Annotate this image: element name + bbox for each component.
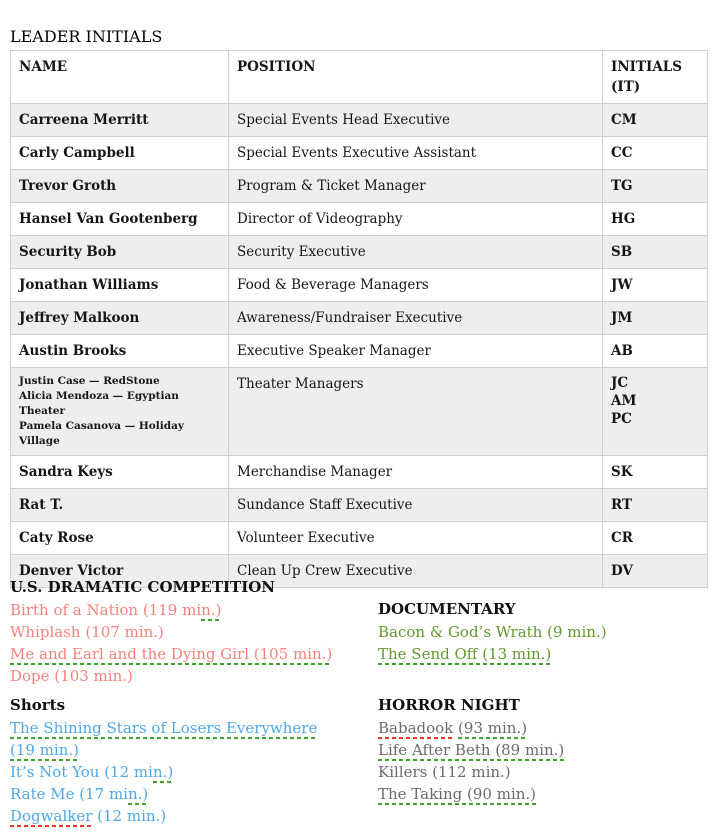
table-row (11, 456, 708, 489)
table-row (11, 302, 708, 335)
spellcheck-flagged-text: Dogwalker (10, 807, 93, 825)
initials-cell: AB (603, 335, 708, 368)
initials-cell: HG (603, 203, 708, 236)
film-item (378, 643, 710, 665)
table-row (11, 236, 708, 269)
leader-initials-table (10, 50, 708, 588)
initials-cell: SK (603, 456, 708, 489)
position-cell: Volunteer Executive (229, 522, 603, 555)
position-cell: Merchandise Manager (229, 456, 603, 489)
film-item (10, 665, 372, 687)
film-item (10, 599, 372, 621)
spellcheck-flagged-text: n.) (201, 601, 222, 619)
spellcheck-flagged-text: Life After Beth (89 min.) (378, 741, 565, 759)
spellcheck-flagged-text: The Taking (90 min.) (378, 785, 537, 803)
name-cell: Trevor Groth (11, 170, 229, 203)
name-cell: Jeffrey Malkoon (11, 302, 229, 335)
name-cell: Jonathan Williams (11, 269, 229, 302)
film-item (378, 739, 710, 761)
position-cell: Clean Up Crew Executive (229, 555, 603, 588)
name-cell: Sandra Keys (11, 456, 229, 489)
film-text: Bacon & God’s Wrath (9 min.) (378, 623, 607, 641)
position-cell: Program & Ticket Manager (229, 170, 603, 203)
section-documentary (378, 599, 710, 665)
column-header-position: POSITION (229, 51, 603, 104)
table-row (11, 489, 708, 522)
position-cell: Sundance Staff Executive (229, 489, 603, 522)
name-cell: Rat T. (11, 489, 229, 522)
initials-cell: RT (603, 489, 708, 522)
film-item (378, 783, 710, 805)
film-item (10, 621, 372, 643)
leader-table-body (11, 104, 708, 588)
film-item (378, 717, 710, 739)
section-heading: U.S. DRAMATIC COMPETITION (10, 578, 275, 596)
name-cell (11, 368, 229, 456)
spellcheck-flagged-text: Me and Earl and the Dying Girl (105 min.) (10, 645, 333, 663)
position-cell: Awareness/Fundraiser Executive (229, 302, 603, 335)
initials-cell: JM (603, 302, 708, 335)
initials-cell: CR (603, 522, 708, 555)
film-text: It’s Not You (12 mi (10, 763, 153, 781)
table-header-row (11, 51, 708, 104)
name-cell: Carreena Merritt (11, 104, 229, 137)
film-item (10, 783, 372, 805)
name-cell: Caty Rose (11, 522, 229, 555)
spellcheck-flagged-text: (19 min.) (10, 741, 80, 759)
table-row (11, 203, 708, 236)
spellcheck-flagged-text: n.) (152, 763, 174, 781)
position-cell: Special Events Executive Assistant (229, 137, 603, 170)
name-cell: Austin Brooks (11, 335, 229, 368)
table-row (11, 104, 708, 137)
film-list (378, 717, 710, 805)
name-cell: Security Bob (11, 236, 229, 269)
theater-manager-line: Alicia Mendoza — Egyptian Theater (19, 390, 179, 417)
position-cell: Director of Videography (229, 203, 603, 236)
table-row (11, 335, 708, 368)
position-cell: Theater Managers (229, 368, 603, 456)
name-cell: Carly Campbell (11, 137, 229, 170)
initials-cell: SB (603, 236, 708, 269)
film-text: (12 min.) (92, 807, 167, 825)
table-row (11, 269, 708, 302)
section-us-dramatic-competition (10, 577, 372, 687)
initials-cell: DV (603, 555, 708, 588)
initials-cell: CC (603, 137, 708, 170)
table-row (11, 368, 708, 456)
section-heading: Shorts (10, 696, 66, 714)
film-text: Whiplash (107 min.) (10, 623, 164, 641)
film-item (378, 621, 710, 643)
spellcheck-flagged-text: The Shining Stars of Losers Everywhere (10, 719, 318, 737)
theater-manager-line: Justin Case — RedStone (19, 375, 160, 387)
spellcheck-flagged-text: (93 min.) (458, 719, 528, 737)
spellcheck-flagged-text: The Send Off (13 min.) (378, 645, 552, 663)
spellcheck-flagged-text: n.) (128, 785, 149, 803)
film-list (378, 621, 710, 665)
position-cell: Executive Speaker Manager (229, 335, 603, 368)
initials-line: PC (611, 411, 632, 427)
column-header-initials-line1: INITIALS (611, 59, 683, 75)
initials-cell: JW (603, 269, 708, 302)
table-row (11, 170, 708, 203)
film-item (10, 643, 372, 665)
initials-line: JC (611, 375, 629, 391)
film-text: Dope (103 min.) (10, 667, 133, 685)
column-header-name: NAME (11, 51, 229, 104)
name-cell: Hansel Van Gootenberg (11, 203, 229, 236)
column-header-initials (603, 51, 708, 104)
position-cell: Special Events Head Executive (229, 104, 603, 137)
film-list (10, 717, 372, 827)
spellcheck-flagged-text: Babadook (378, 719, 454, 737)
initials-line: AM (611, 393, 637, 409)
name-cell: Denver Victor (11, 555, 229, 588)
initials-cell: TG (603, 170, 708, 203)
position-cell: Food & Beverage Managers (229, 269, 603, 302)
section-heading: HORROR NIGHT (378, 696, 520, 714)
table-row (11, 137, 708, 170)
theater-manager-line: Pamela Casanova — Holiday Village (19, 420, 185, 447)
section-shorts (10, 695, 372, 827)
film-list (10, 599, 372, 687)
film-text: Birth of a Nation (119 mi (10, 601, 202, 619)
section-horror-night (378, 695, 710, 805)
initials-cell (603, 368, 708, 456)
film-text: Rate Me (17 mi (10, 785, 128, 803)
column-header-initials-line2: (IT) (611, 79, 641, 95)
table-row (11, 522, 708, 555)
film-text: Killers (112 min.) (378, 763, 511, 781)
section-heading: DOCUMENTARY (378, 600, 516, 618)
page-title: LEADER INITIALS (10, 27, 163, 46)
film-item (10, 805, 372, 827)
film-item (10, 717, 372, 761)
film-item (10, 761, 372, 783)
initials-cell: CM (603, 104, 708, 137)
position-cell: Security Executive (229, 236, 603, 269)
film-item (378, 761, 710, 783)
